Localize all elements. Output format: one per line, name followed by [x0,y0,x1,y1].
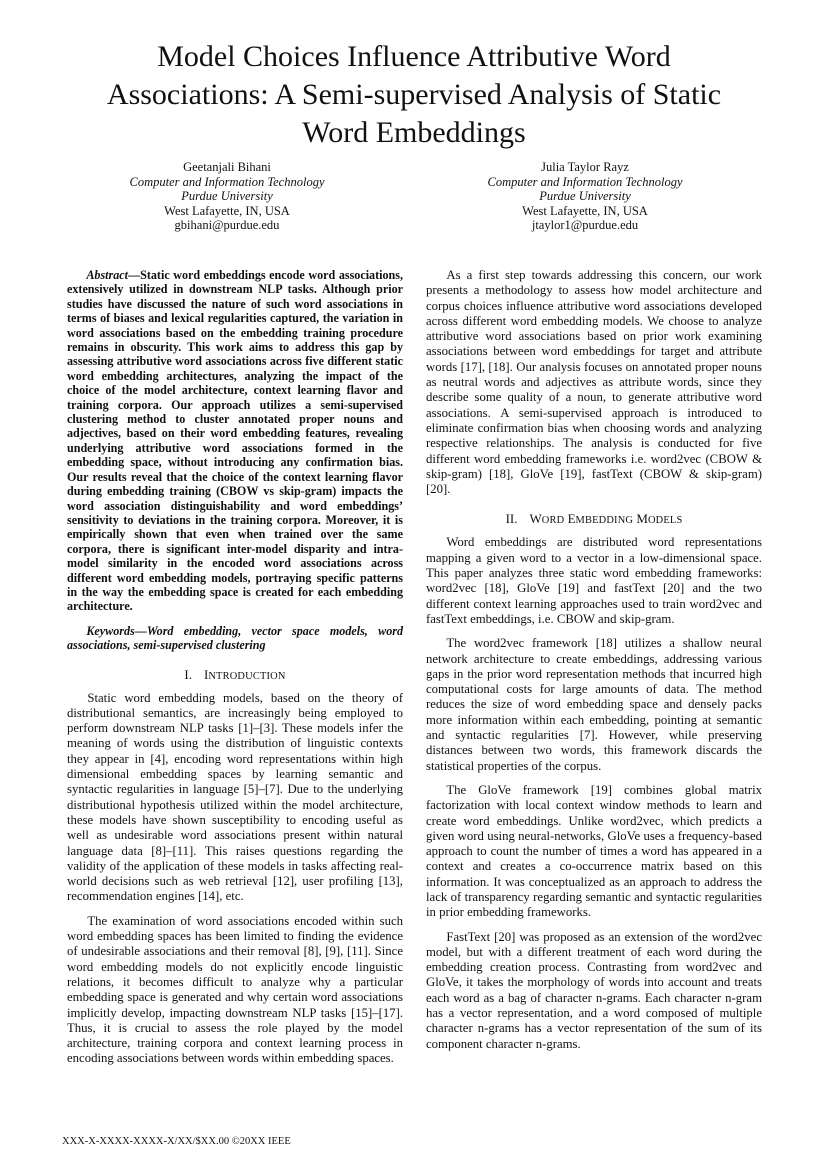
author-name: Julia Taylor Rayz [541,160,629,174]
body-paragraph: Static word embedding models, based on the theory of distributional semantics, are increasingly being employed to perform downstream NLP tasks [1]–[3]. These models infer the meaning of words using the distribution of linguistic contexts they appear in [4], encoding word representations within high dimensional embedding spaces by learning semantic and syntactic regularities in language [5]–[7]. Due to the underlying distributional hypothesis utilized within the model architecture, these models have shown susceptibility to encoding useful as well as undesirable word associations present within natural language data [8]–[11]. This raises questions regarding the validity of the application of these models in tasks affecting real-world decisions such as web retrieval [12], user profiling [13], recommendation engines [14], etc. [67,690,403,904]
title-line: Model Choices Influence Attributive Word [157,40,671,73]
author-department: Computer and Information Technology [487,174,683,189]
author-location: West Lafayette, IN, USA [164,203,290,218]
section-heading-introduction: I. INTRODUCTION [184,666,286,682]
author-block [435,160,735,233]
left-column [67,268,403,1067]
copyright-footer: XXX-X-XXXX-XXXX-X/XX/$XX.00 ©20XX IEEE [62,1136,291,1147]
body-paragraph: As a first step towards addressing this concern, our work presents a methodology to assess how model architecture and corpus choices influence attributive word associations developed across different word embedding models. We choose to analyze attributive word associations based on prior work examining associations between word embeddings for target and attribute words [17], [18]. Our analysis focuses on annotated proper nouns as neutral words and adjectives as attribute words, since they describe some quality of a noun, to generate attributive word associations. A semi-supervised approach is introduced to eliminate confirmation bias when choosing words and analyzing respective relationships. The analysis is conducted for five different word embedding frameworks i.e. word2vec (CBOW & skip-gram) [18], GloVe [19], fastText (CBOW & skip-gram) [20]. [426,268,762,497]
title-line: Associations: A Semi-supervised Analysis of Static [106,78,722,111]
author-location: West Lafayette, IN, USA [522,203,648,218]
author-block [77,160,377,233]
body-paragraph: Word embeddings are distributed word representations mapping a given word to a vector in a low-dimensional space. This paper analyzes three static word embedding frameworks: word2vec [18], GloVe [19] and fastText [20] and the two different context learning approaches used to train word2vec and fastText embeddings, i.e. CBOW and skip-gram. [426,535,762,626]
title-line: Word Embeddings [302,116,526,149]
body-paragraph: The word2vec framework [18] utilizes a shallow neural network architecture to create embeddings, addressing various gaps in the prior word representation methods that incurred high computational costs for large amounts of data. The method reduces the size of word embedding space and densely packs more information within each embedding, pointing at semantic and syntactic regularities [7]. However, while preserving distances between two words, this framework discards the statistical properties of the corpus. [426,636,762,773]
body-paragraph: The examination of word associations encoded within such word embedding spaces has been limited to finding the evidence of undesirable associations and their removal [8], [9], [11]. Since word embedding models do not explicitly encode linguistic relations, it becomes difficult to analyze why a particular embedding space is generated and why certain word associations implicitly develop, impacting downstream NLP tasks [15]–[17]. Thus, it is crucial to assess the role played by the model architecture, training corpora and context learning process in encoding associations between words within embedding spaces. [67,913,403,1066]
right-column [426,268,762,1052]
author-university: Purdue University [181,189,273,203]
keywords: Keywords—Word embedding, vector space models, word associations, semi-supervised clustering [67,623,403,653]
author-email: gbihani@purdue.edu [174,218,280,232]
abstract-label: Abstract— [86,268,141,282]
abstract-text: Static word embeddings encode word associations, extensively utilized in downstream NLP tasks. Although prior studies have discussed the nature of such word associations in terms of biases and lexical regularities captured, the variation in word associations based on the embedding training procedure remains in obscurity. This work aims to address this gap by assessing attributive word associations across five different static word embedding architectures, analyzing the impact of the choice of the model architecture, context learning flavor and training corpora. Our approach utilizes a semi-supervised clustering method to cluster annotated proper nouns and adjectives, based on their word embedding features, revealing underlying attributive word associations formed in the embedding space, without introducing any confirmation bias. Our results reveal that the choice of the context learning flavor during embedding training (CBOW vs skip-gram) impacts the word association distinguishability and word embeddings’ sensitivity to deviations in the training corpora. Moreover, it is empirically shown that even when trained over the same corpora, there is significant inter-model disparity and intra-model similarity in the encoded word associations across different word embedding models, portraying specific patterns in the way the embedding space is created for each embedding architecture. [67,268,403,614]
section-number: II. [505,511,518,527]
section-number: I. [184,666,192,682]
body-paragraph: The GloVe framework [19] combines global matrix factorization with local context window methods to learn and create word embeddings. Unlike word2vec, which predicts a given word using neural-networks, GloVe uses a frequency-based approach to count the number of times a word has appeared in a context and creates a co-occurrence matrix based on this information. It was conceptualized as an approach to address the lack of transparency regarding semantic and syntactic regularities in prior embedding frameworks. [426,782,762,920]
paper-title [40,38,788,152]
author-name: Geetanjali Bihani [183,160,271,174]
author-department: Computer and Information Technology [129,174,325,189]
section-heading-word-embedding-models: II. WORD EMBEDDING MODELS [505,511,683,527]
author-email: jtaylor1@purdue.edu [531,218,639,232]
body-paragraph: FastText [20] was proposed as an extension of the word2vec model, but with a different treatment of each word during the embedding creation process. Contrasting from word2vec and GloVe, it takes the morphology of words into account and treats each word as a bag of character n-grams. Each character n-gram has a vector representation, and a word composed of multiple character n-grams has a vector representation of the sum of its component character n-grams. [426,929,762,1051]
abstract [67,268,403,614]
author-university: Purdue University [539,189,631,203]
